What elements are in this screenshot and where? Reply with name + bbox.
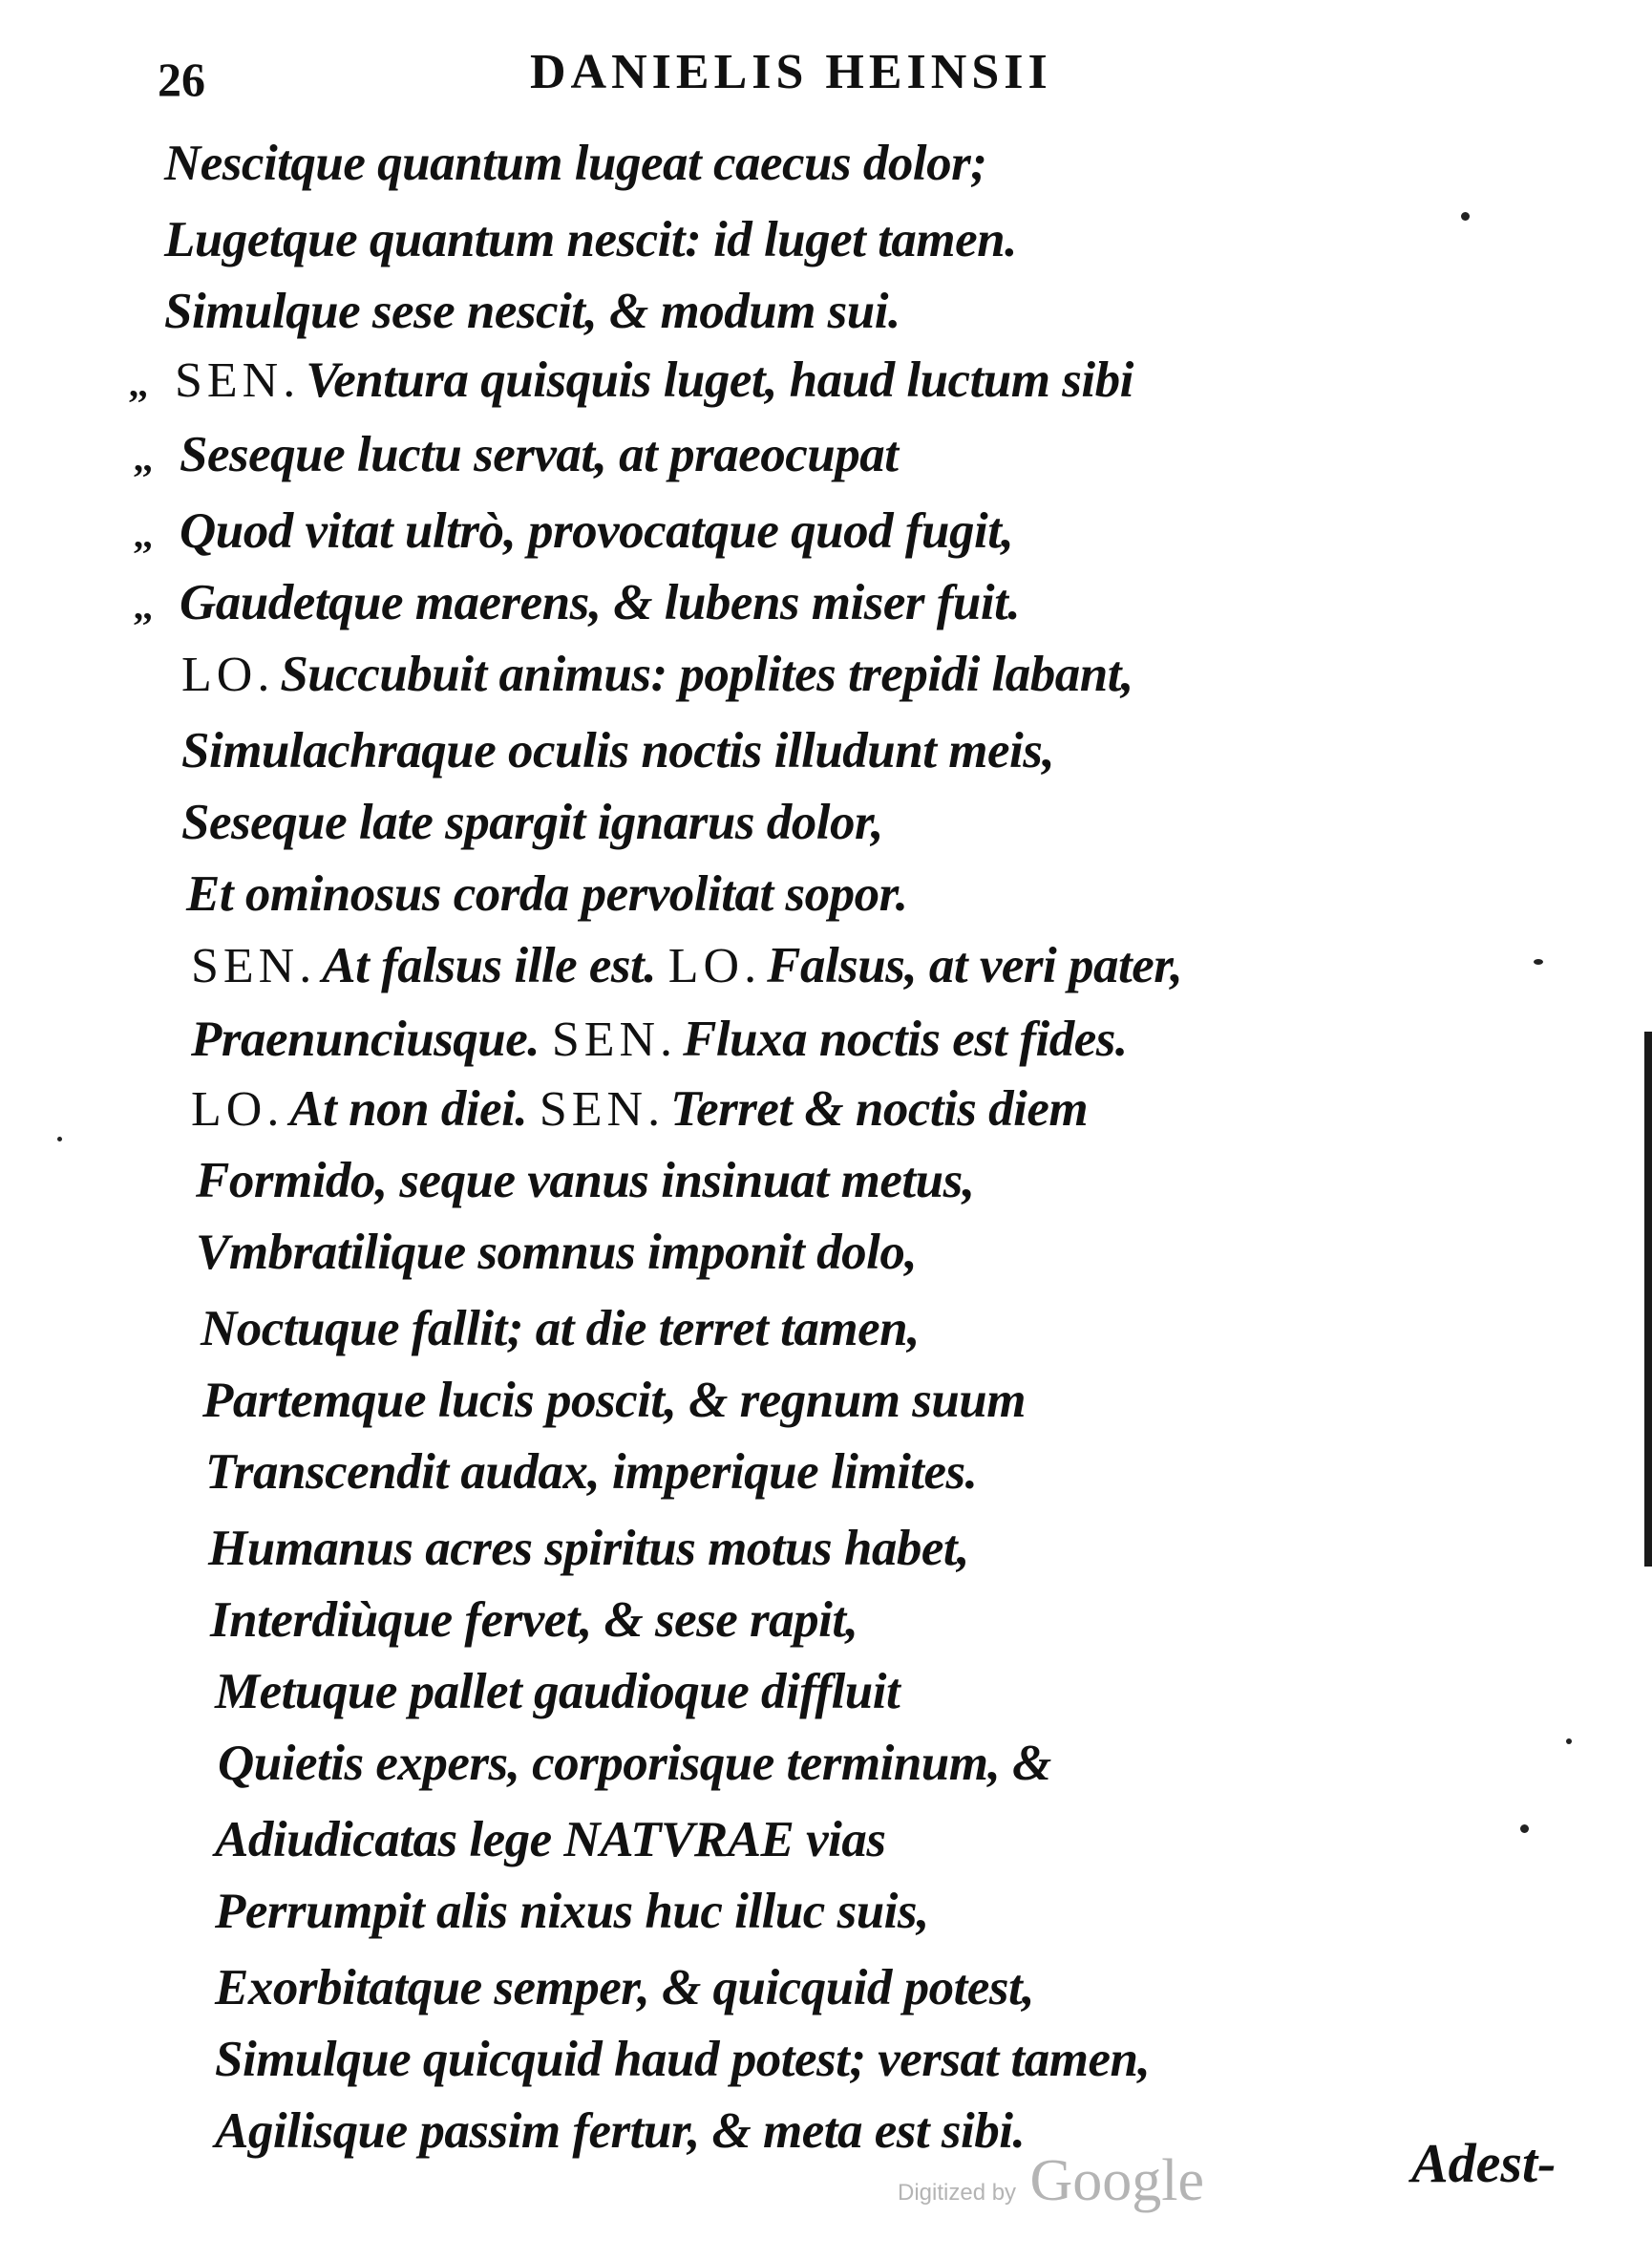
page-number: 26 bbox=[158, 53, 205, 106]
ink-speck bbox=[1534, 959, 1543, 965]
digitization-watermark bbox=[898, 2148, 1205, 2213]
verse-line bbox=[134, 503, 1014, 559]
verse-text: Transcendit audax, imperique limites. bbox=[205, 1444, 978, 1500]
verse-text: Quietis expers, corporisque terminum, & bbox=[218, 1736, 1051, 1791]
verse-line bbox=[196, 1153, 975, 1208]
verse-text: Seseque late spargit ignarus dolor, bbox=[181, 795, 883, 850]
verse-text: Gaudetque maerens, & lubens miser fuit. bbox=[180, 575, 1021, 630]
verse-text: Perrumpit alis nixus huc illuc suis, bbox=[215, 1884, 929, 1939]
quotation-mark: ,, bbox=[134, 437, 152, 480]
verse-text: Succubuit animus: poplites trepidi labant, bbox=[280, 647, 1133, 702]
quotation-mark: ,, bbox=[134, 585, 152, 628]
verse-text: Adiudicatas lege NATVRAE vias bbox=[215, 1812, 886, 1867]
verse-line bbox=[215, 1812, 886, 1867]
catchword: Adest- bbox=[1411, 2132, 1557, 2194]
verse-line bbox=[134, 427, 899, 482]
verse-text: Seseque luctu servat, at praeocupat bbox=[180, 427, 899, 482]
quotation-mark: ,, bbox=[129, 362, 147, 405]
verse-text: At falsus ille est. bbox=[322, 938, 657, 993]
verse-text: Terret & noctis diem bbox=[670, 1081, 1089, 1137]
speaker-label: SEN. bbox=[539, 1082, 666, 1137]
verse-line bbox=[215, 1664, 900, 1719]
watermark-small-text: Digitized by bbox=[898, 2180, 1017, 2206]
verse-text: Noctuque fallit; at die terret tamen, bbox=[201, 1301, 920, 1356]
ink-speck bbox=[1566, 1738, 1572, 1744]
speaker-label: LO. bbox=[181, 648, 275, 702]
verse-line bbox=[164, 212, 1017, 267]
verse-line bbox=[205, 1444, 978, 1500]
verse-line bbox=[201, 1301, 920, 1356]
verse-line bbox=[218, 1738, 1051, 1789]
speaker-label: SEN. bbox=[191, 939, 317, 993]
verse-line bbox=[191, 938, 1183, 993]
verse-line bbox=[210, 1592, 858, 1648]
verse-line bbox=[186, 866, 908, 922]
verse-text: Partemque lucis poscit, & regnum suum bbox=[202, 1373, 1027, 1428]
speaker-label: SEN. bbox=[175, 353, 301, 408]
running-title: DANIELIS HEINSII bbox=[530, 45, 1052, 99]
verse-text: Lugetque quantum nescit: id luget tamen. bbox=[164, 212, 1017, 267]
verse-text: Ventura quisquis luget, haud luctum sibi bbox=[306, 352, 1133, 408]
verse-text: Nescitque quantum lugeat caecus dolor; bbox=[164, 136, 987, 191]
verse-text: Interdiùque fervet, & sese rapit, bbox=[210, 1592, 858, 1648]
verse-line bbox=[164, 284, 900, 339]
verse-line bbox=[181, 647, 1133, 702]
ink-speck bbox=[57, 1137, 62, 1141]
verse-line bbox=[129, 352, 1133, 408]
quotation-mark: ,, bbox=[134, 513, 152, 556]
speaker-label: LO. bbox=[667, 939, 762, 993]
verse-text: Simulque sese nescit, & modum sui. bbox=[164, 284, 900, 339]
verse-text: Exorbitatque semper, & quicquid potest, bbox=[215, 1960, 1035, 2015]
verse-text: Metuque pallet gaudioque diffluit bbox=[215, 1664, 900, 1719]
ink-speck bbox=[1520, 1824, 1529, 1833]
verse-line bbox=[181, 795, 883, 850]
verse-text: Humanus acres spiritus motus habet, bbox=[208, 1521, 969, 1576]
verse-text: Simulachraque oculis noctis illudunt meis, bbox=[181, 723, 1055, 778]
verse-text: Formido, seque vanus insinuat metus, bbox=[196, 1153, 975, 1208]
verse-line bbox=[134, 575, 1021, 630]
ink-speck bbox=[1461, 212, 1470, 221]
verse-line bbox=[215, 2103, 1026, 2159]
verse-line bbox=[202, 1375, 1026, 1426]
verse-text: Falsus, at veri pater, bbox=[767, 938, 1183, 993]
speaker-label: SEN. bbox=[551, 1013, 678, 1067]
verse-line bbox=[208, 1521, 969, 1576]
speaker-label: LO. bbox=[191, 1082, 285, 1137]
verse-line bbox=[215, 1884, 929, 1939]
verse-line bbox=[191, 1014, 1128, 1065]
verse-text: At non diei. bbox=[289, 1081, 528, 1137]
verse-text: Quod vitat ultrò, provocatque quod fugit, bbox=[180, 503, 1014, 559]
verse-line bbox=[215, 2032, 1151, 2087]
verse-text: Fluxa noctis est fides. bbox=[683, 1012, 1128, 1067]
watermark-logo-text: Google bbox=[1029, 2148, 1205, 2213]
verse-line bbox=[196, 1227, 917, 1278]
verse-line bbox=[181, 723, 1055, 778]
verse-text: Simulque quicquid haud potest; versat tamen, bbox=[215, 2032, 1151, 2087]
verse-text: Vmbratilique somnus imponit dolo, bbox=[196, 1225, 918, 1280]
verse-text: Et ominosus corda pervolitat sopor. bbox=[186, 866, 908, 922]
verse-line bbox=[164, 136, 987, 191]
verse-text: Praenunciusque. bbox=[191, 1012, 540, 1067]
scan-edge-mark bbox=[1644, 1032, 1652, 1567]
verse-line bbox=[191, 1081, 1089, 1137]
verse-line bbox=[215, 1960, 1035, 2015]
verse-text: Agilisque passim fertur, & meta est sibi. bbox=[215, 2103, 1026, 2159]
